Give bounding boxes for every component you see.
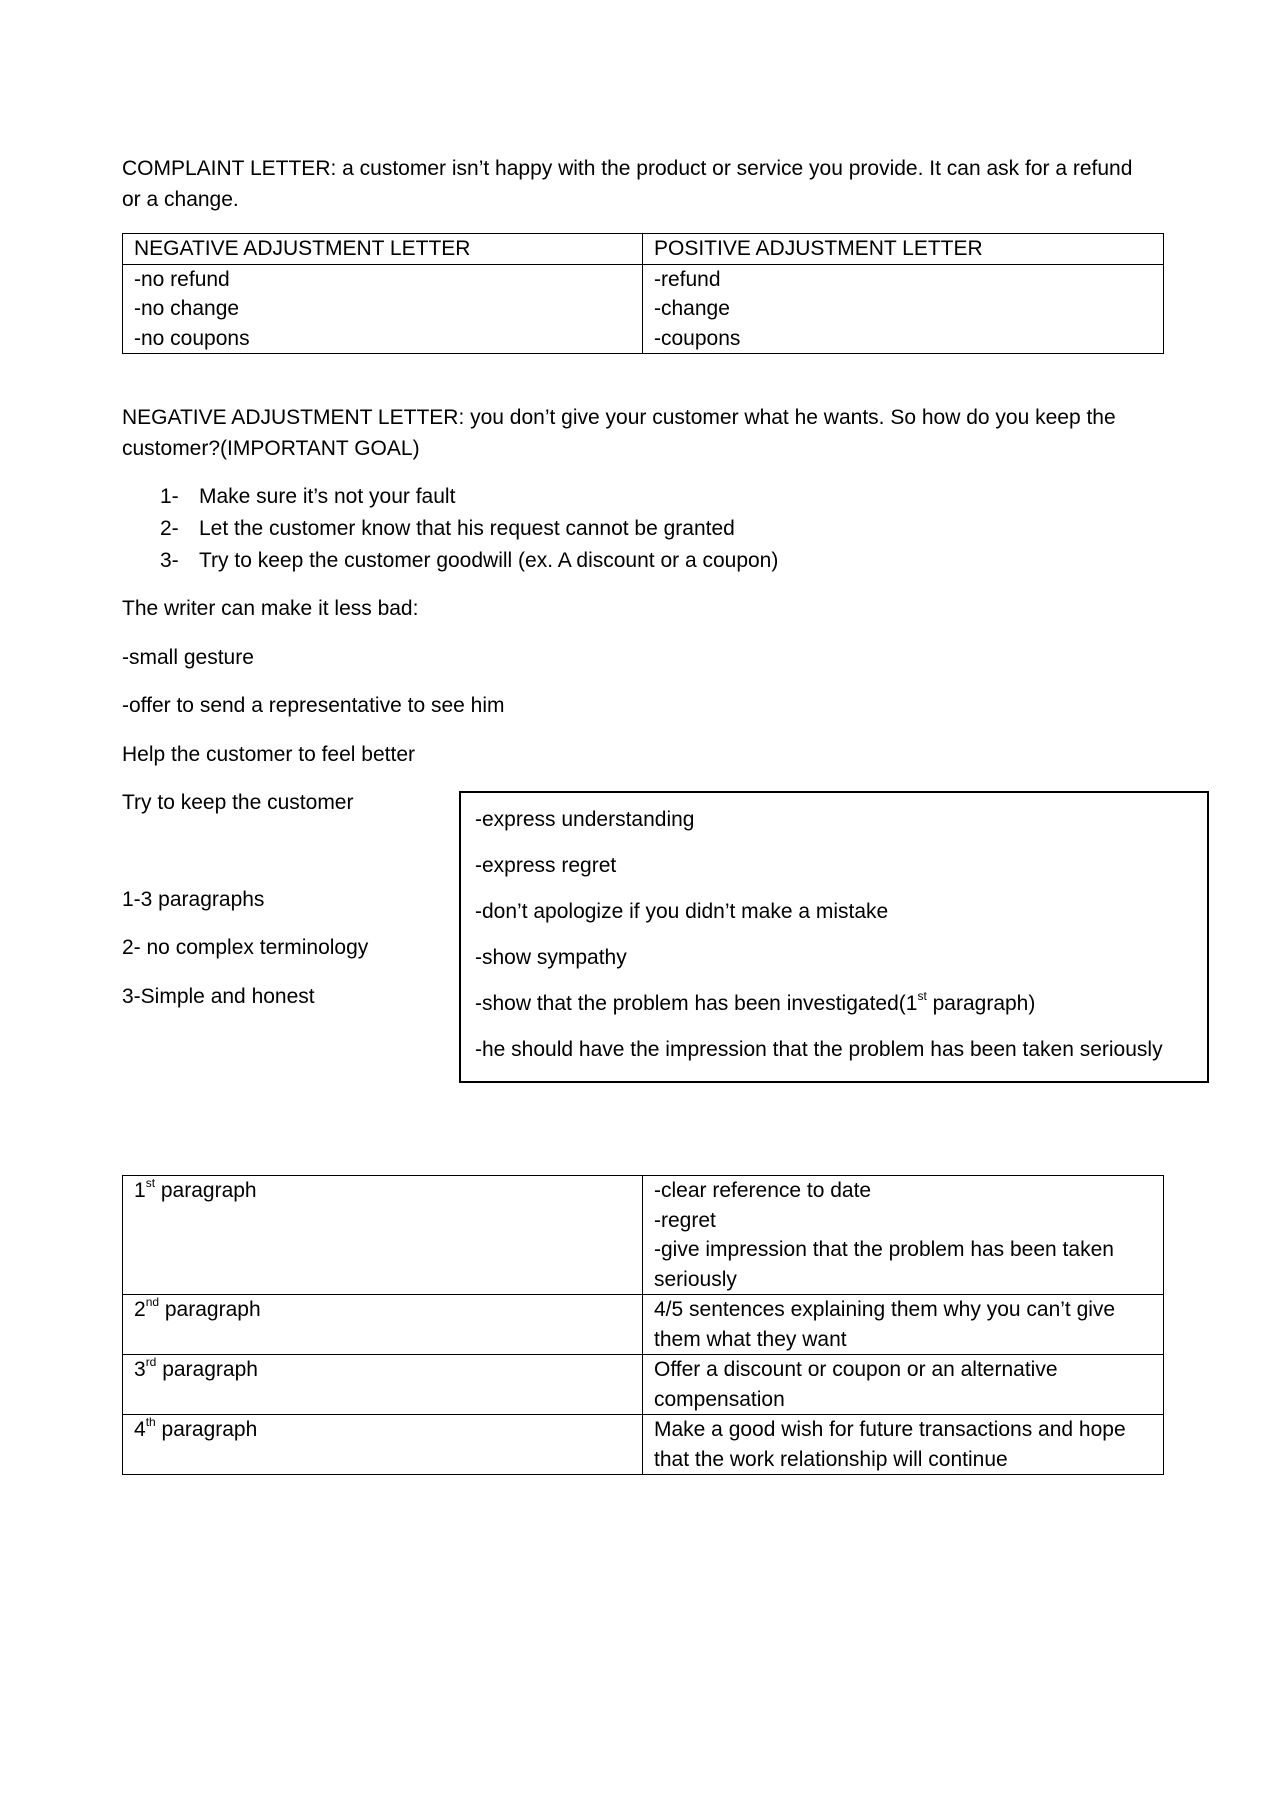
content-line: seriously (654, 1267, 737, 1291)
step-item (160, 545, 778, 576)
table-row (123, 1355, 1164, 1415)
paragraph-superscript: st (145, 1176, 156, 1190)
tip-superscript: st (917, 989, 927, 1003)
paragraph-label: paragraph (155, 1418, 258, 1441)
paragraph-label-cell (123, 1415, 643, 1475)
rule-item: 3-Simple and honest (122, 985, 315, 1008)
tips-box (459, 791, 1209, 1083)
tip-item: -don’t apologize if you didn’t make a mistake (475, 900, 889, 923)
step-item (160, 513, 735, 544)
step-number: 3- (160, 549, 179, 572)
content-line: Offer a discount or coupon or an alternative (654, 1358, 1058, 1381)
table-row (123, 1415, 1164, 1475)
tip-item: -express regret (475, 854, 617, 877)
paragraph-superscript: rd (145, 1355, 157, 1369)
paragraph-table (122, 1175, 1164, 1475)
less-bad-item-2: -offer to send a representative to see him (122, 694, 505, 717)
less-bad-item-1: -small gesture (122, 646, 254, 669)
table-header-row (123, 234, 1164, 265)
paragraph-label-cell (123, 1355, 643, 1415)
content-line: -give impression that the problem has been taken (654, 1238, 1114, 1261)
content-line: -clear reference to date (654, 1179, 872, 1202)
step-text: Make sure it’s not your fault (199, 485, 456, 508)
paragraph-content-cell (643, 1415, 1164, 1475)
table-row (123, 264, 1164, 354)
paragraph-content-cell (643, 1176, 1164, 1295)
header-negative: NEGATIVE ADJUSTMENT LETTER (123, 234, 643, 265)
paragraph-number: 3 (134, 1358, 146, 1381)
paragraph-number: 1 (134, 1179, 146, 1202)
tip-item: -show sympathy (475, 946, 627, 969)
keep-line: Try to keep the customer (122, 791, 354, 814)
paragraph-label-cell (123, 1176, 643, 1295)
step-text: Let the customer know that his request cannot be granted (199, 517, 735, 540)
help-line: Help the customer to feel better (122, 743, 415, 766)
paragraph-label-cell (123, 1295, 643, 1355)
negative-line-1: NEGATIVE ADJUSTMENT LETTER: you don’t give your customer what he wants. So how do you keep the (122, 406, 1116, 429)
intro-line-1: COMPLAINT LETTER: a customer isn’t happy with the product or service you provide. It can ask for a refund (122, 157, 1133, 180)
table-row (123, 1176, 1164, 1295)
paragraph-superscript: th (145, 1415, 156, 1429)
tip-item (475, 981, 1193, 1027)
step-item (160, 481, 455, 512)
list-item: -no change (134, 297, 240, 320)
paragraph-label: paragraph (155, 1179, 257, 1202)
comparison-table (122, 233, 1164, 354)
content-line: Make a good wish for future transactions and hope (654, 1418, 1126, 1441)
tip-text: paragraph) (926, 992, 1036, 1015)
rule-item: 2- no complex terminology (122, 936, 369, 959)
positive-cell (643, 264, 1164, 354)
content-line: that the work relationship will continue (654, 1447, 1008, 1471)
negative-line-2: customer?(IMPORTANT GOAL) (122, 437, 420, 460)
content-line: -regret (654, 1208, 716, 1232)
less-bad-intro: The writer can make it less bad: (122, 597, 419, 620)
paragraph-content-cell (643, 1295, 1164, 1355)
content-line: compensation (654, 1387, 785, 1411)
tip-text: -show that the problem has been investigated(1 (475, 992, 918, 1015)
content-line: them what they want (654, 1327, 847, 1351)
list-item: -refund (654, 267, 721, 291)
tip-item: -express understanding (475, 808, 695, 831)
step-text: Try to keep the customer goodwill (ex. A discount or a coupon) (199, 549, 779, 572)
content-line: 4/5 sentences explaining them why you can’t give (654, 1298, 1116, 1321)
rule-item: 1-3 paragraphs (122, 888, 265, 911)
list-item: -change (654, 297, 730, 320)
paragraph-number: 4 (134, 1418, 146, 1441)
tip-item: -he should have the impression that the problem has been taken seriously (475, 1038, 1163, 1061)
step-number: 2- (160, 517, 179, 540)
header-positive: POSITIVE ADJUSTMENT LETTER (643, 234, 1164, 265)
paragraph-label: paragraph (159, 1298, 261, 1321)
paragraph-number: 2 (134, 1298, 146, 1321)
table-row (123, 1295, 1164, 1355)
list-item: -no coupons (134, 326, 250, 350)
paragraph-content-cell (643, 1355, 1164, 1415)
negative-cell (123, 264, 643, 354)
step-number: 1- (160, 485, 179, 508)
paragraph-label: paragraph (156, 1358, 258, 1381)
list-item: -no refund (134, 267, 230, 291)
paragraph-superscript: nd (145, 1295, 160, 1309)
list-item: -coupons (654, 326, 741, 350)
intro-line-2: or a change. (122, 188, 239, 211)
